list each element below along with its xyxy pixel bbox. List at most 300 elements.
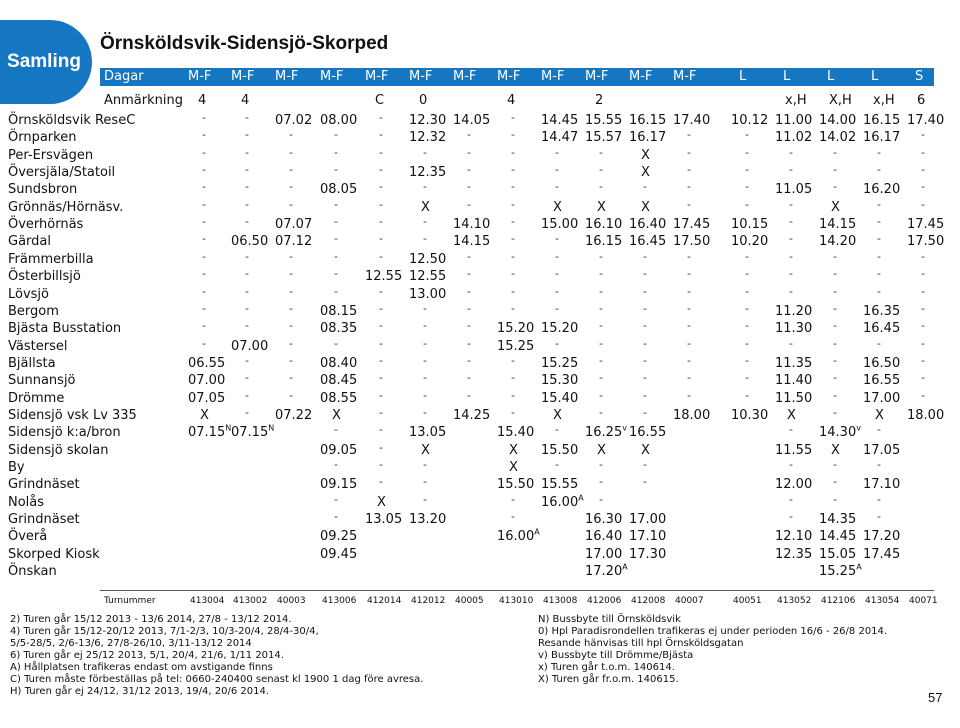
time-cell: 17.00 xyxy=(585,547,623,562)
remark-label: Anmärkning xyxy=(104,93,183,108)
time-cell: - xyxy=(511,180,515,193)
day-header: M-F xyxy=(365,69,389,84)
time-cell: - xyxy=(511,215,515,228)
time-cell: 16.40 xyxy=(585,529,623,544)
time-cell: - xyxy=(245,354,249,367)
time-cell: - xyxy=(289,371,293,384)
time-cell: - xyxy=(334,215,338,228)
time-cell: - xyxy=(877,337,881,350)
time-cell: 07.22 xyxy=(275,408,313,423)
tour-number: 412014 xyxy=(367,596,402,606)
time-cell: - xyxy=(745,198,749,211)
day-header: M-F xyxy=(453,69,477,84)
time-cell: 18.00 xyxy=(907,408,945,423)
time-cell: - xyxy=(423,371,427,384)
time-cell: - xyxy=(833,146,837,159)
time-cell: - xyxy=(289,285,293,298)
time-cell: - xyxy=(423,337,427,350)
time-cell: 14.35 xyxy=(819,512,857,527)
tour-number: 40003 xyxy=(277,596,306,606)
time-cell: 10.30 xyxy=(731,408,769,423)
time-cell: - xyxy=(555,285,559,298)
time-cell: - xyxy=(745,354,749,367)
time-cell: - xyxy=(289,267,293,280)
time-cell: - xyxy=(643,250,647,263)
time-cell: - xyxy=(423,302,427,315)
time-cell: 11.55 xyxy=(775,443,813,458)
time-cell: - xyxy=(833,163,837,176)
time-cell: 16.45 xyxy=(863,321,901,336)
time-cell: X xyxy=(597,443,606,458)
time-cell: - xyxy=(334,493,338,506)
page-number: 57 xyxy=(928,690,943,705)
tour-number: 412106 xyxy=(821,596,856,606)
stop-name: Översjäla/Statoil xyxy=(8,165,116,180)
time-cell: - xyxy=(833,458,837,471)
time-cell: - xyxy=(202,232,206,245)
time-cell: - xyxy=(289,389,293,402)
time-cell: - xyxy=(334,128,338,141)
time-cell: 16.20 xyxy=(863,182,901,197)
time-cell: 09.25 xyxy=(320,529,358,544)
time-cell: 15.05 xyxy=(819,547,857,562)
time-cell: - xyxy=(202,285,206,298)
time-cell: - xyxy=(334,423,338,436)
footnote: 5/5-28/5, 2/6-13/6, 27/8-26/10, 3/11-13/12 2014 xyxy=(10,638,252,649)
time-cell: - xyxy=(789,337,793,350)
tour-number: 40007 xyxy=(675,596,704,606)
time-cell: - xyxy=(877,198,881,211)
time-cell: - xyxy=(745,371,749,384)
time-cell: - xyxy=(643,371,647,384)
time-cell: - xyxy=(379,232,383,245)
time-cell: - xyxy=(334,337,338,350)
time-cell: - xyxy=(511,510,515,523)
tour-label: Turnummer xyxy=(104,596,156,606)
time-cell: - xyxy=(599,146,603,159)
time-cell: - xyxy=(877,285,881,298)
time-cell: 15.50 xyxy=(541,443,579,458)
time-cell: - xyxy=(379,302,383,315)
time-cell: - xyxy=(245,163,249,176)
time-cell: 15.40 xyxy=(497,425,535,440)
time-cell: 12.00 xyxy=(775,477,813,492)
stop-name: Främmerbilla xyxy=(8,252,94,267)
time-cell: 09.05 xyxy=(320,443,358,458)
remark-cell: 2 xyxy=(595,93,604,108)
stop-name: Österbillsjö xyxy=(8,269,81,284)
time-cell: 14.15 xyxy=(819,217,857,232)
time-cell: - xyxy=(877,146,881,159)
time-cell: 16.45 xyxy=(629,234,667,249)
time-cell: $16.00^A$ xyxy=(497,527,540,544)
time-cell: - xyxy=(745,250,749,263)
time-cell: 12.55 xyxy=(365,269,403,284)
time-cell: - xyxy=(511,493,515,506)
time-cell: - xyxy=(921,354,925,367)
stop-name: Överå xyxy=(8,529,48,544)
time-cell: $07.15^N$ xyxy=(188,423,232,440)
time-cell: - xyxy=(687,250,691,263)
time-cell: - xyxy=(921,389,925,402)
time-cell: 14.10 xyxy=(453,217,491,232)
time-cell: - xyxy=(289,198,293,211)
time-cell: - xyxy=(511,128,515,141)
time-cell: X xyxy=(787,408,796,423)
time-cell: X xyxy=(421,200,430,215)
time-cell: 12.32 xyxy=(409,130,447,145)
time-cell: - xyxy=(511,163,515,176)
time-cell: - xyxy=(877,458,881,471)
time-cell: - xyxy=(877,423,881,436)
time-cell: - xyxy=(202,146,206,159)
time-cell: 15.40 xyxy=(541,391,579,406)
time-cell: - xyxy=(833,337,837,350)
day-header: M-F xyxy=(409,69,433,84)
time-cell: 12.50 xyxy=(409,252,447,267)
time-cell: 08.35 xyxy=(320,321,358,336)
time-cell: - xyxy=(467,250,471,263)
time-cell: 16.40 xyxy=(629,217,667,232)
time-cell: X xyxy=(553,408,562,423)
tour-number: 413006 xyxy=(322,596,357,606)
time-cell: - xyxy=(643,406,647,419)
day-header: L xyxy=(871,69,879,84)
time-cell: - xyxy=(599,267,603,280)
footnote: X) Turen går fr.o.m. 140615. xyxy=(538,674,679,685)
time-cell: - xyxy=(643,319,647,332)
time-cell: - xyxy=(789,250,793,263)
time-cell: $15.25^A$ xyxy=(819,562,862,579)
time-cell: - xyxy=(789,163,793,176)
time-cell: - xyxy=(687,371,691,384)
time-cell: - xyxy=(467,180,471,193)
time-cell: - xyxy=(643,302,647,315)
time-cell: $07.15^N$ xyxy=(231,423,275,440)
time-cell: - xyxy=(789,198,793,211)
time-cell: X xyxy=(332,408,341,423)
time-cell: 15.55 xyxy=(541,477,579,492)
stop-name: Per-Ersvägen xyxy=(8,148,94,163)
time-cell: - xyxy=(511,111,515,124)
time-cell: - xyxy=(599,475,603,488)
time-cell: 08.45 xyxy=(320,373,358,388)
time-cell: - xyxy=(643,285,647,298)
section-badge: Samling xyxy=(0,20,92,104)
time-cell: - xyxy=(687,180,691,193)
time-cell: - xyxy=(289,319,293,332)
day-header: S xyxy=(915,69,924,84)
time-cell: 11.30 xyxy=(775,321,813,336)
time-cell: - xyxy=(334,250,338,263)
time-cell: - xyxy=(745,180,749,193)
time-cell: - xyxy=(643,389,647,402)
time-cell: - xyxy=(833,250,837,263)
time-cell: 13.05 xyxy=(365,512,403,527)
time-cell: - xyxy=(245,285,249,298)
stop-name: Bergom xyxy=(8,304,59,319)
time-cell: - xyxy=(833,267,837,280)
time-cell: - xyxy=(921,128,925,141)
time-cell: 08.15 xyxy=(320,304,358,319)
time-cell: 17.50 xyxy=(907,234,945,249)
time-cell: - xyxy=(555,337,559,350)
time-cell: 17.45 xyxy=(673,217,711,232)
time-cell: - xyxy=(687,267,691,280)
time-cell: - xyxy=(877,493,881,506)
time-cell: - xyxy=(921,285,925,298)
time-cell: - xyxy=(245,389,249,402)
time-cell: - xyxy=(687,198,691,211)
time-cell: - xyxy=(789,423,793,436)
time-cell: - xyxy=(745,319,749,332)
footnotes-right xyxy=(538,614,887,686)
time-cell: - xyxy=(599,371,603,384)
time-cell: - xyxy=(245,250,249,263)
time-cell: - xyxy=(379,423,383,436)
time-cell: - xyxy=(379,215,383,228)
time-cell: 15.50 xyxy=(497,477,535,492)
time-cell: - xyxy=(289,180,293,193)
time-cell: - xyxy=(687,337,691,350)
time-cell: - xyxy=(599,180,603,193)
tour-number: 40005 xyxy=(455,596,484,606)
tour-number: 413054 xyxy=(865,596,900,606)
time-cell: 15.55 xyxy=(585,113,623,128)
time-cell: - xyxy=(877,510,881,523)
time-cell: - xyxy=(245,111,249,124)
time-cell: X xyxy=(641,200,650,215)
time-cell: X xyxy=(553,200,562,215)
footnote: v) Bussbyte till Drömme/Bjästa xyxy=(538,650,694,661)
time-cell: - xyxy=(379,458,383,471)
time-cell: 06.55 xyxy=(188,356,226,371)
time-cell: - xyxy=(555,302,559,315)
time-cell: - xyxy=(202,319,206,332)
time-cell: - xyxy=(334,232,338,245)
time-cell: - xyxy=(202,250,206,263)
remark-cell: 4 xyxy=(241,93,250,108)
time-cell: 11.50 xyxy=(775,391,813,406)
time-cell: 14.02 xyxy=(819,130,857,145)
time-cell: 17.40 xyxy=(907,113,945,128)
time-cell: - xyxy=(202,302,206,315)
time-cell: - xyxy=(334,510,338,523)
time-cell: - xyxy=(289,302,293,315)
time-cell: 16.15 xyxy=(863,113,901,128)
time-cell: - xyxy=(202,198,206,211)
stop-name: Nolås xyxy=(8,495,45,510)
time-cell: - xyxy=(423,232,427,245)
time-cell: - xyxy=(334,146,338,159)
stop-name: Drömme xyxy=(8,391,65,406)
time-cell: 08.00 xyxy=(320,113,358,128)
time-cell: - xyxy=(245,198,249,211)
time-cell: 14.00 xyxy=(819,113,857,128)
time-cell: - xyxy=(555,250,559,263)
time-cell: - xyxy=(467,267,471,280)
time-cell: - xyxy=(379,285,383,298)
time-cell: - xyxy=(833,319,837,332)
time-cell: - xyxy=(423,406,427,419)
time-cell: 15.30 xyxy=(541,373,579,388)
time-cell: 15.25 xyxy=(541,356,579,371)
time-cell: - xyxy=(289,163,293,176)
time-cell: - xyxy=(833,354,837,367)
time-cell: 14.25 xyxy=(453,408,491,423)
time-cell: - xyxy=(467,319,471,332)
time-cell: 14.05 xyxy=(453,113,491,128)
time-cell: 17.05 xyxy=(863,443,901,458)
time-cell: $17.20^A$ xyxy=(585,562,628,579)
time-cell: - xyxy=(334,267,338,280)
page-title: Örnsköldsvik-Sidensjö-Skorped xyxy=(100,33,389,54)
time-cell: - xyxy=(511,250,515,263)
time-cell: 16.25$^v$ xyxy=(585,423,627,440)
time-cell: - xyxy=(245,371,249,384)
time-cell: 11.02 xyxy=(775,130,813,145)
time-cell: - xyxy=(789,510,793,523)
time-cell: 07.02 xyxy=(275,113,313,128)
stop-name: By xyxy=(8,460,25,475)
time-cell: - xyxy=(687,163,691,176)
day-header: M-F xyxy=(497,69,521,84)
time-cell: - xyxy=(921,180,925,193)
time-cell: 16.15 xyxy=(585,234,623,249)
time-cell: - xyxy=(555,232,559,245)
time-cell: X xyxy=(509,443,518,458)
time-cell: X xyxy=(509,460,518,475)
tour-number: 40051 xyxy=(733,596,762,606)
time-cell: - xyxy=(789,215,793,228)
day-header: L xyxy=(739,69,747,84)
time-cell: 13.20 xyxy=(409,512,447,527)
time-cell: - xyxy=(379,198,383,211)
time-cell: - xyxy=(423,319,427,332)
header-bar xyxy=(100,68,934,86)
time-cell: 17.40 xyxy=(673,113,711,128)
time-cell: - xyxy=(745,285,749,298)
time-cell: - xyxy=(687,285,691,298)
time-cell: X xyxy=(421,443,430,458)
time-cell: X xyxy=(377,495,386,510)
time-cell: - xyxy=(467,128,471,141)
stop-name: Lövsjö xyxy=(8,287,49,302)
time-cell: - xyxy=(599,285,603,298)
time-cell: - xyxy=(687,389,691,402)
time-cell: - xyxy=(833,371,837,384)
time-cell: 17.00 xyxy=(863,391,901,406)
time-cell: - xyxy=(687,354,691,367)
time-cell: X xyxy=(831,200,840,215)
time-cell: - xyxy=(877,232,881,245)
time-cell: - xyxy=(745,389,749,402)
time-cell: 14.45 xyxy=(541,113,579,128)
time-cell: - xyxy=(379,128,383,141)
time-cell: 11.05 xyxy=(775,182,813,197)
time-cell: 07.05 xyxy=(188,391,226,406)
time-cell: - xyxy=(467,337,471,350)
time-cell: - xyxy=(467,163,471,176)
time-cell: 07.00 xyxy=(188,373,226,388)
time-cell: - xyxy=(334,458,338,471)
time-cell: - xyxy=(289,146,293,159)
time-cell: 16.10 xyxy=(585,217,623,232)
time-cell: - xyxy=(687,319,691,332)
time-cell: - xyxy=(245,406,249,419)
remark-cell: x,H xyxy=(785,93,807,108)
time-cell: - xyxy=(789,232,793,245)
tour-number: 412008 xyxy=(631,596,666,606)
time-cell: 06.50 xyxy=(231,234,269,249)
time-cell: - xyxy=(745,302,749,315)
time-cell: X xyxy=(641,165,650,180)
time-cell: - xyxy=(467,146,471,159)
time-cell: - xyxy=(202,215,206,228)
footnote: N) Bussbyte till Örnsköldsvik xyxy=(538,614,681,625)
time-cell: - xyxy=(202,180,206,193)
footnote: A) Hållplatsen trafikeras endast om avstigande finns xyxy=(10,662,273,673)
stop-name: Örnparken xyxy=(8,130,77,145)
tour-number: 40071 xyxy=(909,596,938,606)
time-cell: - xyxy=(245,267,249,280)
tour-number: 413004 xyxy=(190,596,225,606)
time-cell: - xyxy=(202,267,206,280)
time-cell: - xyxy=(423,180,427,193)
time-cell: 11.35 xyxy=(775,356,813,371)
time-cell: X xyxy=(641,148,650,163)
time-cell: - xyxy=(245,180,249,193)
time-cell: 16.30 xyxy=(585,512,623,527)
time-cell: - xyxy=(245,128,249,141)
time-cell: - xyxy=(245,146,249,159)
time-cell: - xyxy=(467,285,471,298)
time-cell: - xyxy=(789,493,793,506)
time-cell: 12.55 xyxy=(409,269,447,284)
time-cell: - xyxy=(687,302,691,315)
time-cell: - xyxy=(599,458,603,471)
time-cell: - xyxy=(687,146,691,159)
time-cell: - xyxy=(334,163,338,176)
time-cell: - xyxy=(877,163,881,176)
time-cell: - xyxy=(467,354,471,367)
time-cell: - xyxy=(423,146,427,159)
time-cell: - xyxy=(379,337,383,350)
time-cell: - xyxy=(745,163,749,176)
stop-name: Grindnäset xyxy=(8,512,80,527)
time-cell: - xyxy=(379,406,383,419)
remark-cell: C xyxy=(375,93,385,108)
time-cell: - xyxy=(921,337,925,350)
stop-name: Överhörnäs xyxy=(8,217,84,232)
time-cell: 14.20 xyxy=(819,234,857,249)
stop-name: Bjällsta xyxy=(8,356,56,371)
time-cell: - xyxy=(643,354,647,367)
stop-name: Grindnäset xyxy=(8,477,80,492)
time-cell: 16.17 xyxy=(629,130,667,145)
time-cell: - xyxy=(921,198,925,211)
time-cell: 07.12 xyxy=(275,234,313,249)
time-cell: - xyxy=(379,180,383,193)
time-cell: - xyxy=(877,215,881,228)
time-cell: - xyxy=(833,493,837,506)
time-cell: - xyxy=(289,250,293,263)
time-cell: X xyxy=(200,408,209,423)
time-cell: - xyxy=(334,285,338,298)
time-cell: - xyxy=(599,389,603,402)
time-cell: - xyxy=(555,180,559,193)
time-cell: - xyxy=(687,128,691,141)
